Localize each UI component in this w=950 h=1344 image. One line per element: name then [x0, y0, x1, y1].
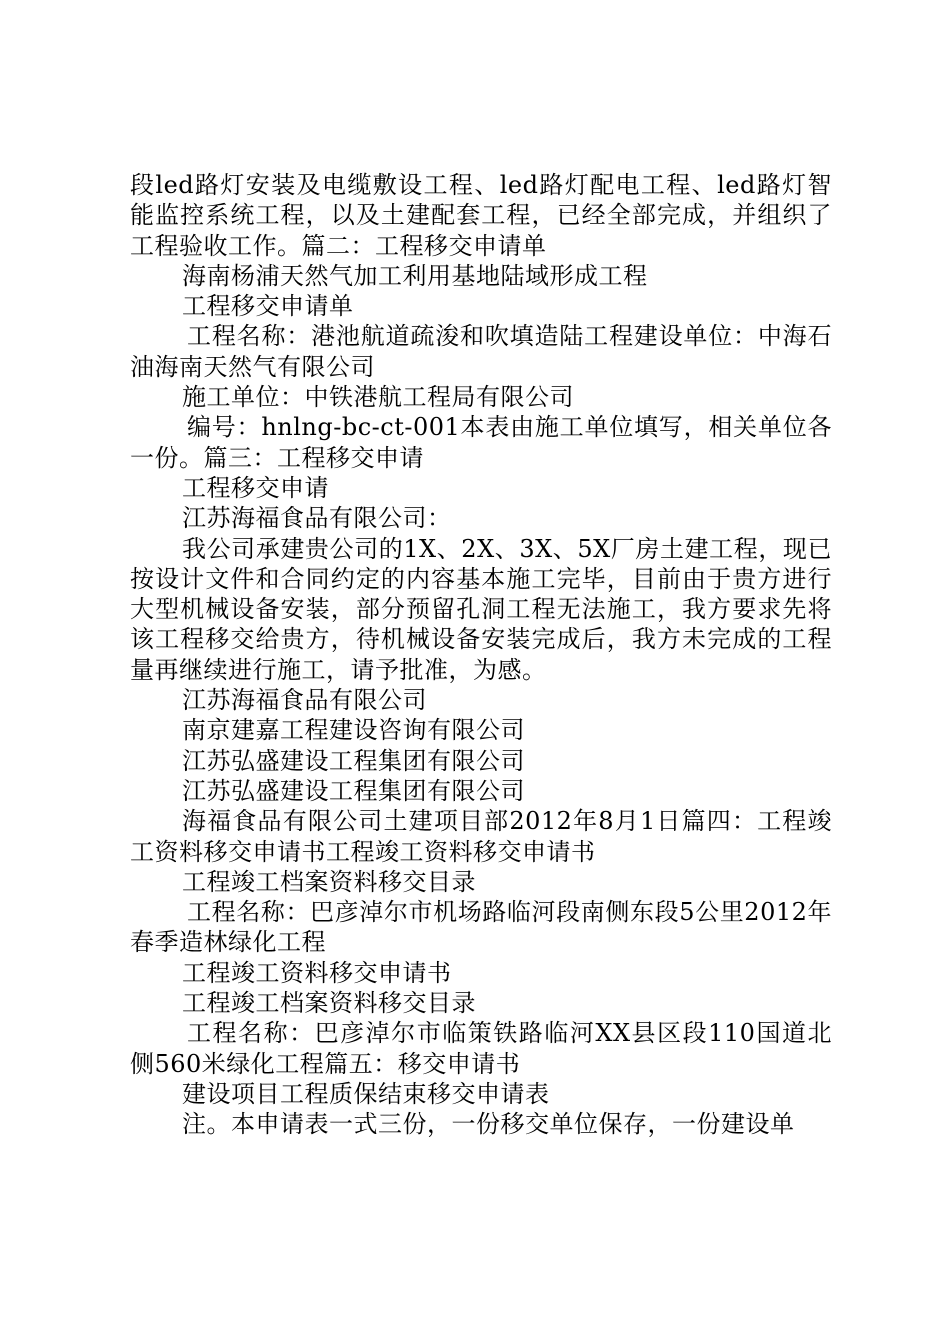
paragraph-signatory-4: 江苏弘盛建设工程集团有限公司: [182, 776, 525, 805]
paragraph-project-title: 海南杨浦天然气加工利用基地陆域形成工程: [182, 261, 648, 290]
paragraph-warranty-form: 建设项目工程质保结束移交申请表: [182, 1079, 550, 1108]
paragraph-archive-catalog: 工程竣工档案资料移交目录: [182, 867, 476, 896]
paragraph-note: 注。本申请表一式三份，一份移交单位保存，一份建设单: [182, 1110, 795, 1139]
paragraph-project-name: 工程名称：港池航道疏浚和吹填造陆工程建设单位：中海石油海南天然气有限公司: [130, 322, 832, 381]
paragraph-project-name-2: 工程名称：巴彦淖尔市机场路临河段南侧东段5公里2012年春季造林绿化工程: [130, 898, 832, 957]
paragraph-application-title: 工程移交申请: [182, 473, 329, 502]
paragraph-signatory-2: 南京建嘉工程建设咨询有限公司: [182, 716, 525, 745]
paragraph-contractor: 施工单位：中铁港航工程局有限公司: [182, 383, 574, 412]
paragraph-application-body: 我公司承建贵公司的1X、2X、3X、5X厂房土建工程，现已按设计文件和合同约定的内容基本施工完毕，目前由于贵方进行大型机械设备安装，部分预留孔洞工程无法施工，我方要求先将该工程移交给贵方，待机械设备安装完成后，我方未完成的工程量再继续进行施工，请予批准，为感。: [130, 534, 832, 684]
paragraph-completion-request: 工程竣工资料移交申请书: [182, 958, 452, 987]
paragraph-date-section-four: 海福食品有限公司土建项目部2012年8月1日篇四：工程竣工资料移交申请书工程竣工资料移交申请书: [130, 807, 832, 866]
paragraph-project-name-3: 工程名称：巴彦淖尔市临策铁路临河XX县区段110国道北侧560米绿化工程篇五：移交申请书: [130, 1019, 832, 1078]
paragraph-form-title: 工程移交申请单: [182, 292, 354, 321]
document-body: [130, 170, 832, 1140]
paragraph-number: 编号：hnlng-bc-ct-001本表由施工单位填写，相关单位各一份。篇三：工程移交申请: [130, 413, 832, 472]
paragraph-signatory-3: 江苏弘盛建设工程集团有限公司: [182, 746, 525, 775]
paragraph-archive-catalog-2: 工程竣工档案资料移交目录: [182, 989, 476, 1018]
paragraph-continuation: 段led路灯安装及电缆敷设工程、led路灯配电工程、led路灯智能监控系统工程，以及土建配套工程，已经全部完成，并组织了工程验收工作。篇二：工程移交申请单: [130, 171, 832, 260]
paragraph-signatory-1: 江苏海福食品有限公司: [182, 686, 427, 715]
paragraph-addressee: 江苏海福食品有限公司：: [182, 504, 452, 533]
